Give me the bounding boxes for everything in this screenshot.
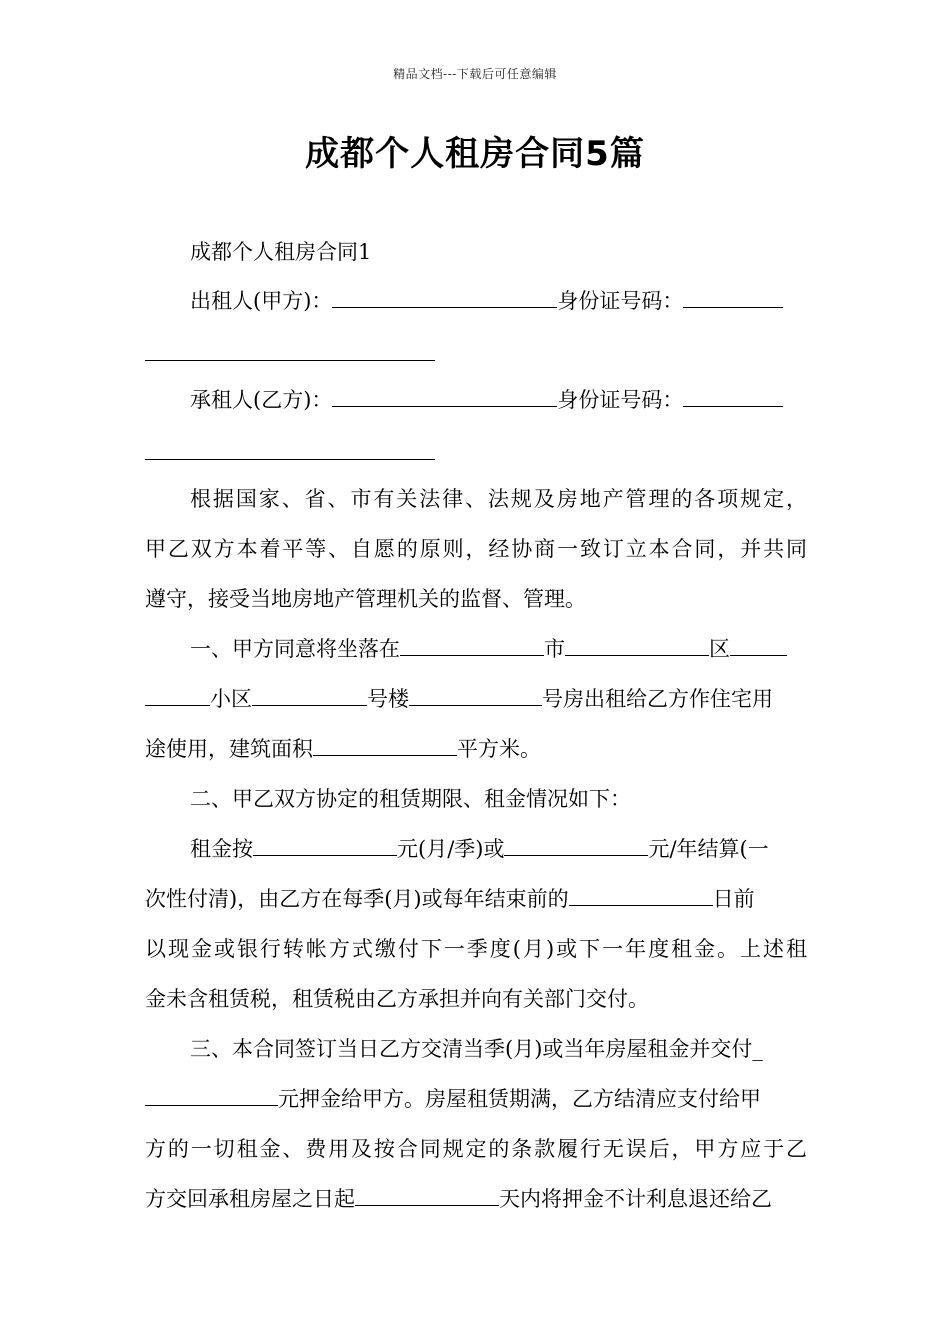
clause3-line-3: 方的一切租金、费用及按合同规定的条款履行无误后，甲方应于乙	[145, 1137, 807, 1161]
lessor-name-blank	[332, 281, 557, 308]
clause1-text-a: 一、甲方同意将坐落在	[190, 637, 400, 661]
clause1-text-h: 平方米。	[457, 737, 541, 761]
clause2-text-b: 元(月/季)或	[397, 837, 505, 861]
clause3-line-2	[145, 1074, 807, 1124]
intro-line-3: 遵守，接受当地房地产管理机关的监督、管理。	[145, 587, 586, 611]
lessor-label: 出租人(甲方)：	[190, 289, 333, 313]
lessor-id-blank-continued	[145, 360, 435, 361]
lessee-id-blank	[683, 380, 783, 407]
clause1-text-b: 市	[544, 637, 565, 661]
clause2-line-2	[145, 874, 807, 924]
clause2-line-3: 以现金或银行转帐方式缴付下一季度(月)或下一年度租金。上述租	[145, 937, 807, 961]
deposit-blank	[145, 1079, 278, 1106]
clause1-text-c: 区	[709, 637, 730, 661]
room-blank	[409, 679, 542, 706]
clause1-text-d: 小区	[210, 687, 252, 711]
clause3-text-e: 天内将押金不计利息退还给乙	[499, 1187, 772, 1211]
refund-days-blank	[355, 1179, 499, 1206]
lessor-line	[190, 276, 807, 326]
community-blank-end	[145, 679, 210, 706]
clause1-line-1	[190, 624, 807, 674]
clause2-text-a: 租金按	[190, 837, 253, 861]
clause3-text-d: 方交回承租房屋之日起	[145, 1187, 355, 1211]
clause3-line-4	[145, 1174, 807, 1224]
subtitle-text: 成都个人租房合同1	[190, 240, 372, 264]
lessee-id-blank-continued	[145, 459, 435, 460]
district-blank	[565, 629, 709, 656]
clause2-line-1	[190, 824, 807, 874]
clause2-heading: 二、甲乙双方协定的租赁期限、租金情况如下：	[190, 787, 631, 811]
document-title: 成都个人租房合同5篇	[305, 134, 645, 174]
clause1-line-2	[145, 674, 807, 724]
lessee-name-blank	[332, 380, 557, 407]
payment-day-blank	[569, 879, 713, 906]
lessee-line	[190, 375, 807, 425]
rent-per-period-blank	[253, 829, 397, 856]
rent-per-year-blank	[504, 829, 648, 856]
clause1-text-g: 途使用，建筑面积	[145, 737, 313, 761]
clause1-line-3	[145, 724, 807, 774]
city-blank	[400, 629, 544, 656]
header-note: 精品文档---下载后可任意编辑	[393, 67, 557, 81]
intro-line-1: 根据国家、省、市有关法律、法规及房地产管理的各项规定，	[190, 487, 807, 511]
lessor-id-blank	[683, 281, 783, 308]
clause1-text-f: 号房出租给乙方作住宅用	[542, 687, 773, 711]
intro-line-2: 甲乙双方本着平等、自愿的原则，经协商一致订立本合同，并共同	[145, 537, 807, 561]
contract-subtitle	[190, 227, 807, 277]
building-blank	[252, 679, 367, 706]
lessee-label: 承租人(乙方)：	[190, 388, 333, 412]
clause2-line-4: 金未含租赁税，租赁税由乙方承担并向有关部门交付。	[145, 987, 649, 1011]
lessor-id-label: 身份证号码：	[557, 289, 684, 313]
clause2-text-d: 次性付清)，由乙方在每季(月)或每年结束前的	[145, 887, 569, 911]
community-blank-start	[730, 629, 787, 656]
lessee-id-label: 身份证号码：	[557, 388, 684, 412]
clause2-text-e: 日前	[712, 887, 755, 911]
clause3-line-1: 三、本合同签订当日乙方交清当季(月)或当年房屋租金并交付_	[190, 1037, 763, 1061]
clause2-text-c: 元/年结算(一	[648, 837, 769, 861]
clause3-text-b: 元押金给甲方。房屋租赁期满，乙方结清应支付给甲	[278, 1087, 761, 1111]
area-blank	[313, 729, 457, 756]
clause1-text-e: 号楼	[367, 687, 409, 711]
